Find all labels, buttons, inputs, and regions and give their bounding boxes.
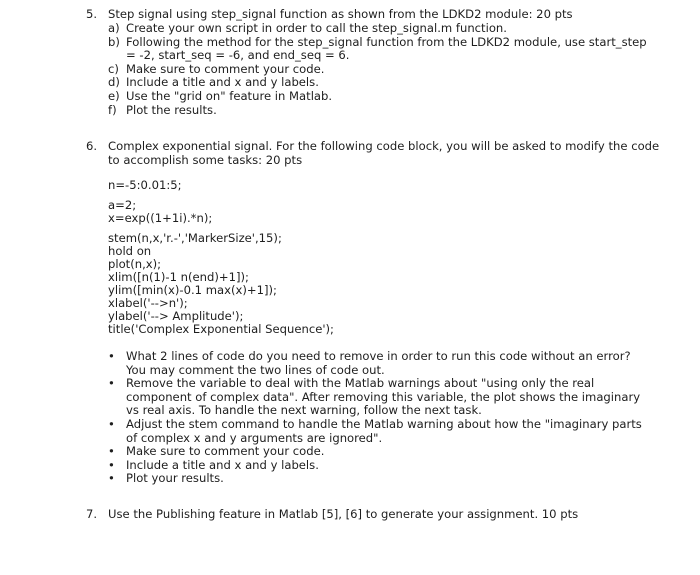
code-line: ylabel('--> Amplitude');: [108, 309, 244, 323]
code-line: stem(n,x,'r.-','MarkerSize',15);: [108, 231, 282, 245]
question-6-bullets: [108, 350, 650, 486]
list-item: b) Following the method for the step_signal function from the LDKD2 module, use start_step = -2, start_seq = -6, and end_seq = 6.: [108, 34, 647, 63]
question-7-text: Use the Publishing feature in Matlab [5], [6] to generate your assignment. 10 pts: [108, 507, 579, 521]
code-line: xlabel('-->n');: [108, 296, 188, 310]
bullet-icon: •: [108, 349, 115, 363]
question-5-title: Step signal using step_signal function as shown from the LDKD2 module: 20 pts: [108, 7, 573, 21]
code-line: hold on: [108, 244, 152, 258]
bullet-icon: •: [108, 376, 115, 391]
code-block: [108, 179, 334, 336]
question-6-intro: Complex exponential signal. For the following code block, you will be asked to modify the code to accomplish some tasks: 20 pts: [108, 139, 660, 167]
code-line: ylim([min(x)-0.1 max(x)+1]);: [108, 283, 277, 297]
list-item: • Make sure to comment your code.: [108, 444, 325, 459]
list-item: a) Create your own script in order to call the step_signal.m function.: [108, 21, 507, 35]
list-item: e) Use the "grid on" feature in Matlab.: [108, 88, 333, 103]
list-item: • What 2 lines of code do you need to remove in order to run this code without an error? You may comment the two lines of code out.: [108, 349, 631, 377]
code-line: n=-5:0.01:5;: [108, 178, 182, 192]
list-item: • Plot your results.: [108, 471, 224, 486]
list-item: c) Make sure to comment your code.: [108, 61, 325, 76]
list-item: f) Plot the results.: [108, 102, 217, 117]
question-5-items: [108, 22, 660, 117]
code-line: title('Complex Exponential Sequence');: [108, 322, 334, 336]
code-line: xlim([n(1)-1 n(end)+1]);: [108, 270, 249, 284]
question-7-number: 7.: [86, 507, 98, 521]
list-item: • Adjust the stem command to handle the Matlab warning about how the "imaginary parts of complex x and y arguments are ignored".: [108, 416, 642, 445]
bullet-icon: •: [108, 444, 115, 459]
question-6-number: 6.: [86, 139, 98, 153]
code-line: plot(n,x);: [108, 257, 162, 271]
question-5-number: 5.: [86, 7, 98, 21]
bullet-icon: •: [108, 457, 115, 472]
bullet-icon: •: [108, 471, 115, 486]
bullet-icon: •: [108, 416, 115, 431]
list-item: • Remove the variable to deal with the Matlab warnings about "using only the real component of complex data". After removing this variable, the plot shows the imaginary vs real axis. To handle the next warning, follow the next task.: [108, 376, 641, 418]
list-item: • Include a title and x and y labels.: [108, 457, 319, 472]
code-line: x=exp((1+1i).*n);: [108, 211, 213, 225]
code-line: a=2;: [108, 198, 137, 212]
list-item: d) Include a title and x and y labels.: [108, 75, 319, 90]
code-line: [108, 192, 334, 199]
